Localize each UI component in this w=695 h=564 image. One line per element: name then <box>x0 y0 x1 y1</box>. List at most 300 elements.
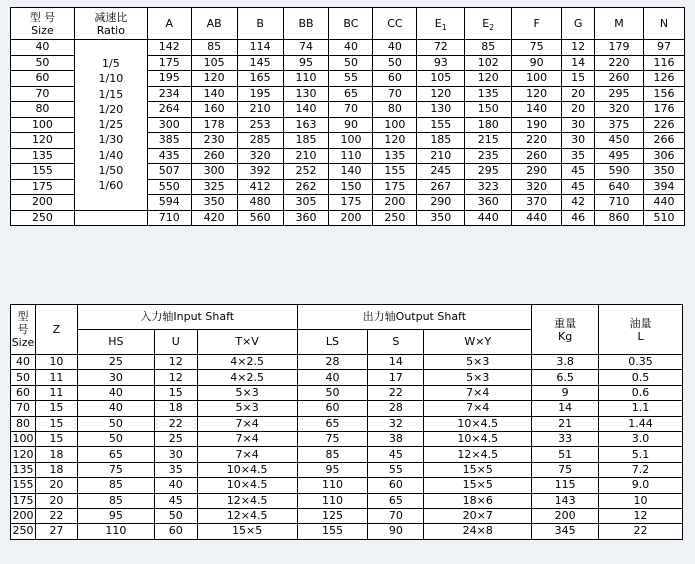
table-cell: 394 <box>643 179 684 195</box>
table-cell: 40 <box>329 40 373 56</box>
table-cell: 215 <box>465 133 512 149</box>
table-cell: 22 <box>599 524 683 539</box>
table-row <box>11 478 683 493</box>
table-cell: 385 <box>147 133 191 149</box>
table-cell: 350 <box>191 195 237 211</box>
table-row <box>11 355 683 370</box>
table-cell: 860 <box>595 210 644 226</box>
table-cell: 120 <box>417 86 465 102</box>
table-cell: 175 <box>329 195 373 211</box>
ratio-value: 1/60 <box>98 179 124 193</box>
table-cell: 70 <box>368 508 424 523</box>
table-cell: 480 <box>237 195 283 211</box>
table-cell: 179 <box>595 40 644 56</box>
size-cell: 200 <box>12 509 34 523</box>
size-cell: 100 <box>12 432 34 446</box>
table-cell: 40 <box>77 385 154 400</box>
table-cell: 266 <box>643 133 684 149</box>
table-cell: 24×8 <box>424 524 532 539</box>
table-cell: 125 <box>297 508 368 523</box>
table-cell: 495 <box>595 148 644 164</box>
table-cell: 15 <box>35 401 77 416</box>
table-cell: 5.1 <box>599 447 683 462</box>
size-cell: 120 <box>12 447 34 461</box>
col-header-label: G <box>573 16 583 30</box>
col-header-label: B <box>256 16 264 30</box>
table-cell: 155 <box>417 117 465 133</box>
ratio-header <box>74 8 147 40</box>
table-cell: 252 <box>283 164 329 180</box>
table-cell: 9.0 <box>599 478 683 493</box>
table-cell: 320 <box>237 148 283 164</box>
table-cell: 28 <box>297 355 368 370</box>
col-header-g <box>562 8 595 40</box>
table-cell: 12 <box>154 355 197 370</box>
table-cell: 11 <box>35 370 77 385</box>
size-cell: 175 <box>12 493 34 507</box>
shaft-size-header <box>11 305 36 355</box>
col-header-label: BC <box>343 16 359 30</box>
table-cell: 35 <box>154 462 197 477</box>
table-cell: 90 <box>512 55 562 71</box>
wxy-header: W×Y <box>424 330 532 355</box>
table-row <box>11 385 683 400</box>
table-cell: 143 <box>532 493 599 508</box>
table-cell: 360 <box>283 210 329 226</box>
table-cell: 4×2.5 <box>197 355 297 370</box>
col-header-label: BB <box>298 16 314 30</box>
table-cell: 190 <box>512 117 562 133</box>
table-cell: 435 <box>147 148 191 164</box>
table-cell: 20×7 <box>424 508 532 523</box>
table-cell: 320 <box>512 179 562 195</box>
table-cell: 300 <box>191 164 237 180</box>
size-cell: 50 <box>11 370 36 385</box>
table-cell: 3.8 <box>532 355 599 370</box>
table-cell: 1.1 <box>599 401 683 416</box>
table-cell: 260 <box>191 148 237 164</box>
table-cell: 105 <box>417 71 465 87</box>
table-cell: 50 <box>329 55 373 71</box>
size-header-zh: 型 号 <box>29 10 56 24</box>
table-cell: 325 <box>191 179 237 195</box>
table-cell: 18×6 <box>424 493 532 508</box>
table-cell: 114 <box>237 40 283 56</box>
table-cell: 20 <box>35 493 77 508</box>
col-header-label: E <box>482 16 490 30</box>
col-header-label: F <box>533 16 540 30</box>
u-header: U <box>154 330 197 355</box>
table-cell: 235 <box>465 148 512 164</box>
table-cell: 75 <box>77 462 154 477</box>
table-cell: 97 <box>643 40 684 56</box>
table-cell: 90 <box>329 117 373 133</box>
table-cell: 70 <box>329 102 373 118</box>
table-cell: 5×3 <box>424 355 532 370</box>
table-cell: 412 <box>237 179 283 195</box>
table-cell: 115 <box>532 478 599 493</box>
table-cell: 130 <box>417 102 465 118</box>
table-cell: 20 <box>35 478 77 493</box>
table-cell: 18 <box>35 462 77 477</box>
table-cell: 12 <box>599 508 683 523</box>
col-header-label: N <box>659 16 669 30</box>
col-header-bc <box>329 8 373 40</box>
col-header-f <box>512 8 562 40</box>
col-header-cc <box>373 8 417 40</box>
table-cell: 195 <box>147 71 191 87</box>
table-cell: 3.0 <box>599 431 683 446</box>
table-cell: 40 <box>297 370 368 385</box>
table-cell: 260 <box>512 148 562 164</box>
table-cell: 32 <box>368 416 424 431</box>
table-cell: 230 <box>191 133 237 149</box>
table-row <box>11 431 683 446</box>
table-cell: 200 <box>329 210 373 226</box>
col-header-bb <box>283 8 329 40</box>
table-cell: 234 <box>147 86 191 102</box>
table-cell: 155 <box>297 524 368 539</box>
table-row <box>11 493 683 508</box>
table-row <box>11 416 683 431</box>
table-cell: 25 <box>154 431 197 446</box>
ratio-value: 1/5 <box>101 56 120 70</box>
table-cell: 245 <box>417 164 465 180</box>
table-cell: 50 <box>77 431 154 446</box>
table-cell: 5×3 <box>197 385 297 400</box>
table-cell: 175 <box>373 179 417 195</box>
table-cell: 50 <box>154 508 197 523</box>
table-cell: 126 <box>643 71 684 87</box>
table-cell: 40 <box>373 40 417 56</box>
table-cell: 710 <box>147 210 191 226</box>
table-cell: 290 <box>417 195 465 211</box>
size-cell: 50 <box>11 55 75 71</box>
size-cell: 60 <box>11 71 75 87</box>
table-cell: 72 <box>417 40 465 56</box>
table-cell: 60 <box>154 524 197 539</box>
table-cell: 142 <box>147 40 191 56</box>
z-header: Z <box>35 305 77 355</box>
shaft-size-en: Size <box>11 336 35 349</box>
hs-header: HS <box>77 330 154 355</box>
table-cell: 440 <box>512 210 562 226</box>
table-cell: 65 <box>329 86 373 102</box>
table-cell: 15 <box>154 385 197 400</box>
table-cell: 51 <box>532 447 599 462</box>
table-cell: 420 <box>191 210 237 226</box>
table-cell: 185 <box>283 133 329 149</box>
table-cell: 220 <box>512 133 562 149</box>
table-cell: 120 <box>373 133 417 149</box>
table-cell: 12×4.5 <box>424 447 532 462</box>
table-cell: 12×4.5 <box>197 493 297 508</box>
col-header-subscript: 1 <box>441 22 447 32</box>
table-cell: 11 <box>35 385 77 400</box>
table-cell: 7×4 <box>424 385 532 400</box>
table-cell: 116 <box>643 55 684 71</box>
table-cell: 0.5 <box>599 370 683 385</box>
table-cell: 290 <box>512 164 562 180</box>
table-cell: 350 <box>417 210 465 226</box>
table-cell: 22 <box>35 508 77 523</box>
shaft-header-row <box>11 305 683 330</box>
table-cell: 102 <box>465 55 512 71</box>
table-row <box>11 401 683 416</box>
table-cell: 507 <box>147 164 191 180</box>
table-cell: 15 <box>562 71 595 87</box>
table-cell: 100 <box>373 117 417 133</box>
table-cell: 140 <box>191 86 237 102</box>
size-cell: 135 <box>12 462 34 476</box>
table-cell: 12×4.5 <box>197 508 297 523</box>
table-cell: 38 <box>368 431 424 446</box>
table-cell: 30 <box>562 133 595 149</box>
table-cell: 46 <box>562 210 595 226</box>
table-cell: 65 <box>297 416 368 431</box>
table-cell: 0.6 <box>599 385 683 400</box>
table-cell: 1.44 <box>599 416 683 431</box>
table-cell: 110 <box>297 493 368 508</box>
table-cell: 15×5 <box>197 524 297 539</box>
table-cell: 450 <box>595 133 644 149</box>
size-cell: 70 <box>11 401 36 416</box>
table-cell: 15×5 <box>424 462 532 477</box>
table-cell: 90 <box>368 524 424 539</box>
ratio-list <box>74 40 147 211</box>
size-header-en: Size <box>31 23 54 37</box>
table-cell: 260 <box>595 71 644 87</box>
table-cell: 65 <box>77 447 154 462</box>
table-cell: 550 <box>147 179 191 195</box>
table-cell: 40 <box>77 401 154 416</box>
table-cell: 7×4 <box>197 431 297 446</box>
weight-header-zh: 重量 <box>554 316 577 330</box>
table-cell: 140 <box>512 102 562 118</box>
table-cell: 440 <box>465 210 512 226</box>
table-cell: 5×3 <box>424 370 532 385</box>
table-cell: 100 <box>329 133 373 149</box>
table-cell: 140 <box>283 102 329 118</box>
size-cell: 155 <box>11 164 75 180</box>
table-row <box>11 40 685 56</box>
ratio-value: 1/25 <box>98 118 124 132</box>
col-header-label: A <box>165 16 174 30</box>
weight-header <box>532 305 599 355</box>
txv-header: T×V <box>197 330 297 355</box>
table-cell: 163 <box>283 117 329 133</box>
table-cell: 45 <box>562 179 595 195</box>
table-cell: 135 <box>465 86 512 102</box>
ratio-empty-cell <box>74 210 147 226</box>
table-cell: 17 <box>368 370 424 385</box>
table-cell: 45 <box>562 164 595 180</box>
table-cell: 156 <box>643 86 684 102</box>
table-cell: 85 <box>77 478 154 493</box>
table-cell: 594 <box>147 195 191 211</box>
table-row <box>11 462 683 477</box>
table-cell: 253 <box>237 117 283 133</box>
table-row <box>11 447 683 462</box>
table-cell: 110 <box>329 148 373 164</box>
table-cell: 4×2.5 <box>197 370 297 385</box>
size-cell: 40 <box>11 40 75 56</box>
table-cell: 264 <box>147 102 191 118</box>
weight-header-en: Kg <box>558 329 573 343</box>
col-header-n <box>643 8 684 40</box>
table-cell: 70 <box>373 86 417 102</box>
table-cell: 210 <box>417 148 465 164</box>
col-header-subscript: 2 <box>489 22 495 32</box>
table-cell: 50 <box>297 385 368 400</box>
table-cell: 267 <box>417 179 465 195</box>
ratio-value: 1/20 <box>98 102 124 116</box>
table-cell: 175 <box>147 55 191 71</box>
table-cell: 60 <box>368 478 424 493</box>
ratio-value: 1/40 <box>98 148 124 162</box>
table-cell: 95 <box>77 508 154 523</box>
oil-header-en: L <box>637 329 644 343</box>
col-header-label: M <box>614 16 624 30</box>
table-row <box>11 210 685 226</box>
dimension-table <box>10 7 685 226</box>
table-cell: 7.2 <box>599 462 683 477</box>
table-cell: 20 <box>562 102 595 118</box>
output-shaft-header: 出力轴Output Shaft <box>297 305 532 330</box>
table-cell: 165 <box>237 71 283 87</box>
table-cell: 295 <box>465 164 512 180</box>
table-cell: 33 <box>532 431 599 446</box>
size-cell: 135 <box>11 148 75 164</box>
table-cell: 15×5 <box>424 478 532 493</box>
table-cell: 22 <box>368 385 424 400</box>
table-cell: 10×4.5 <box>197 462 297 477</box>
table-cell: 45 <box>154 493 197 508</box>
table-cell: 285 <box>237 133 283 149</box>
col-header-m <box>595 8 644 40</box>
table-cell: 85 <box>465 40 512 56</box>
table-cell: 12 <box>562 40 595 56</box>
table-cell: 80 <box>373 102 417 118</box>
table-cell: 200 <box>373 195 417 211</box>
table-cell: 42 <box>562 195 595 211</box>
table-cell: 22 <box>154 416 197 431</box>
table-cell: 28 <box>368 401 424 416</box>
table-cell: 45 <box>368 447 424 462</box>
table-cell: 120 <box>191 71 237 87</box>
table-cell: 345 <box>532 524 599 539</box>
table-cell: 10×4.5 <box>424 416 532 431</box>
table-cell: 100 <box>512 71 562 87</box>
table-cell: 185 <box>417 133 465 149</box>
size-cell: 155 <box>12 478 34 492</box>
table-cell: 300 <box>147 117 191 133</box>
table-cell: 210 <box>283 148 329 164</box>
table-cell: 10 <box>35 355 77 370</box>
size-header <box>11 8 75 40</box>
table-cell: 320 <box>595 102 644 118</box>
table-cell: 60 <box>297 401 368 416</box>
table-cell: 306 <box>643 148 684 164</box>
shaft-table <box>10 304 683 540</box>
table-cell: 40 <box>154 478 197 493</box>
size-cell: 120 <box>11 133 75 149</box>
table-cell: 9 <box>532 385 599 400</box>
table-cell: 14 <box>368 355 424 370</box>
table-cell: 150 <box>465 102 512 118</box>
table-cell: 85 <box>77 493 154 508</box>
table-cell: 262 <box>283 179 329 195</box>
table-cell: 93 <box>417 55 465 71</box>
table-cell: 30 <box>154 447 197 462</box>
oil-header <box>599 305 683 355</box>
table-cell: 0.35 <box>599 355 683 370</box>
size-cell: 40 <box>11 355 36 370</box>
table-cell: 250 <box>373 210 417 226</box>
table-cell: 375 <box>595 117 644 133</box>
table-cell: 160 <box>191 102 237 118</box>
ratio-value: 1/50 <box>98 163 124 177</box>
table-cell: 440 <box>643 195 684 211</box>
table-cell: 30 <box>562 117 595 133</box>
table-cell: 155 <box>373 164 417 180</box>
col-header-e2 <box>465 8 512 40</box>
table-cell: 150 <box>329 179 373 195</box>
table-cell: 35 <box>562 148 595 164</box>
size-cell: 200 <box>11 195 75 211</box>
table-cell: 120 <box>512 86 562 102</box>
table-cell: 65 <box>368 493 424 508</box>
table-cell: 25 <box>77 355 154 370</box>
table-cell: 200 <box>532 508 599 523</box>
table-cell: 20 <box>562 86 595 102</box>
table-cell: 220 <box>595 55 644 71</box>
size-cell: 250 <box>11 210 75 226</box>
table-cell: 60 <box>373 71 417 87</box>
table-cell: 85 <box>297 447 368 462</box>
table-cell: 50 <box>373 55 417 71</box>
table-cell: 176 <box>643 102 684 118</box>
table-cell: 15 <box>35 416 77 431</box>
table-cell: 226 <box>643 117 684 133</box>
col-header-label: CC <box>387 16 403 30</box>
table-cell: 10×4.5 <box>424 431 532 446</box>
table-cell: 75 <box>297 431 368 446</box>
s-header: S <box>368 330 424 355</box>
table-cell: 710 <box>595 195 644 211</box>
table-cell: 7×4 <box>197 416 297 431</box>
table-cell: 7×4 <box>197 447 297 462</box>
shaft-size-zh: 型号 <box>17 310 29 336</box>
size-cell: 80 <box>11 416 36 431</box>
input-shaft-header: 入力轴Input Shaft <box>77 305 297 330</box>
table-cell: 74 <box>283 40 329 56</box>
table-cell: 21 <box>532 416 599 431</box>
table-cell: 12 <box>154 370 197 385</box>
table-cell: 323 <box>465 179 512 195</box>
table-cell: 85 <box>191 40 237 56</box>
table-cell: 590 <box>595 164 644 180</box>
col-header-ab <box>191 8 237 40</box>
table-row <box>11 370 683 385</box>
table-cell: 350 <box>643 164 684 180</box>
table-cell: 110 <box>77 524 154 539</box>
size-cell: 60 <box>11 385 36 400</box>
table-cell: 370 <box>512 195 562 211</box>
ratio-value: 1/10 <box>98 72 124 86</box>
table-cell: 392 <box>237 164 283 180</box>
table-cell: 95 <box>283 55 329 71</box>
